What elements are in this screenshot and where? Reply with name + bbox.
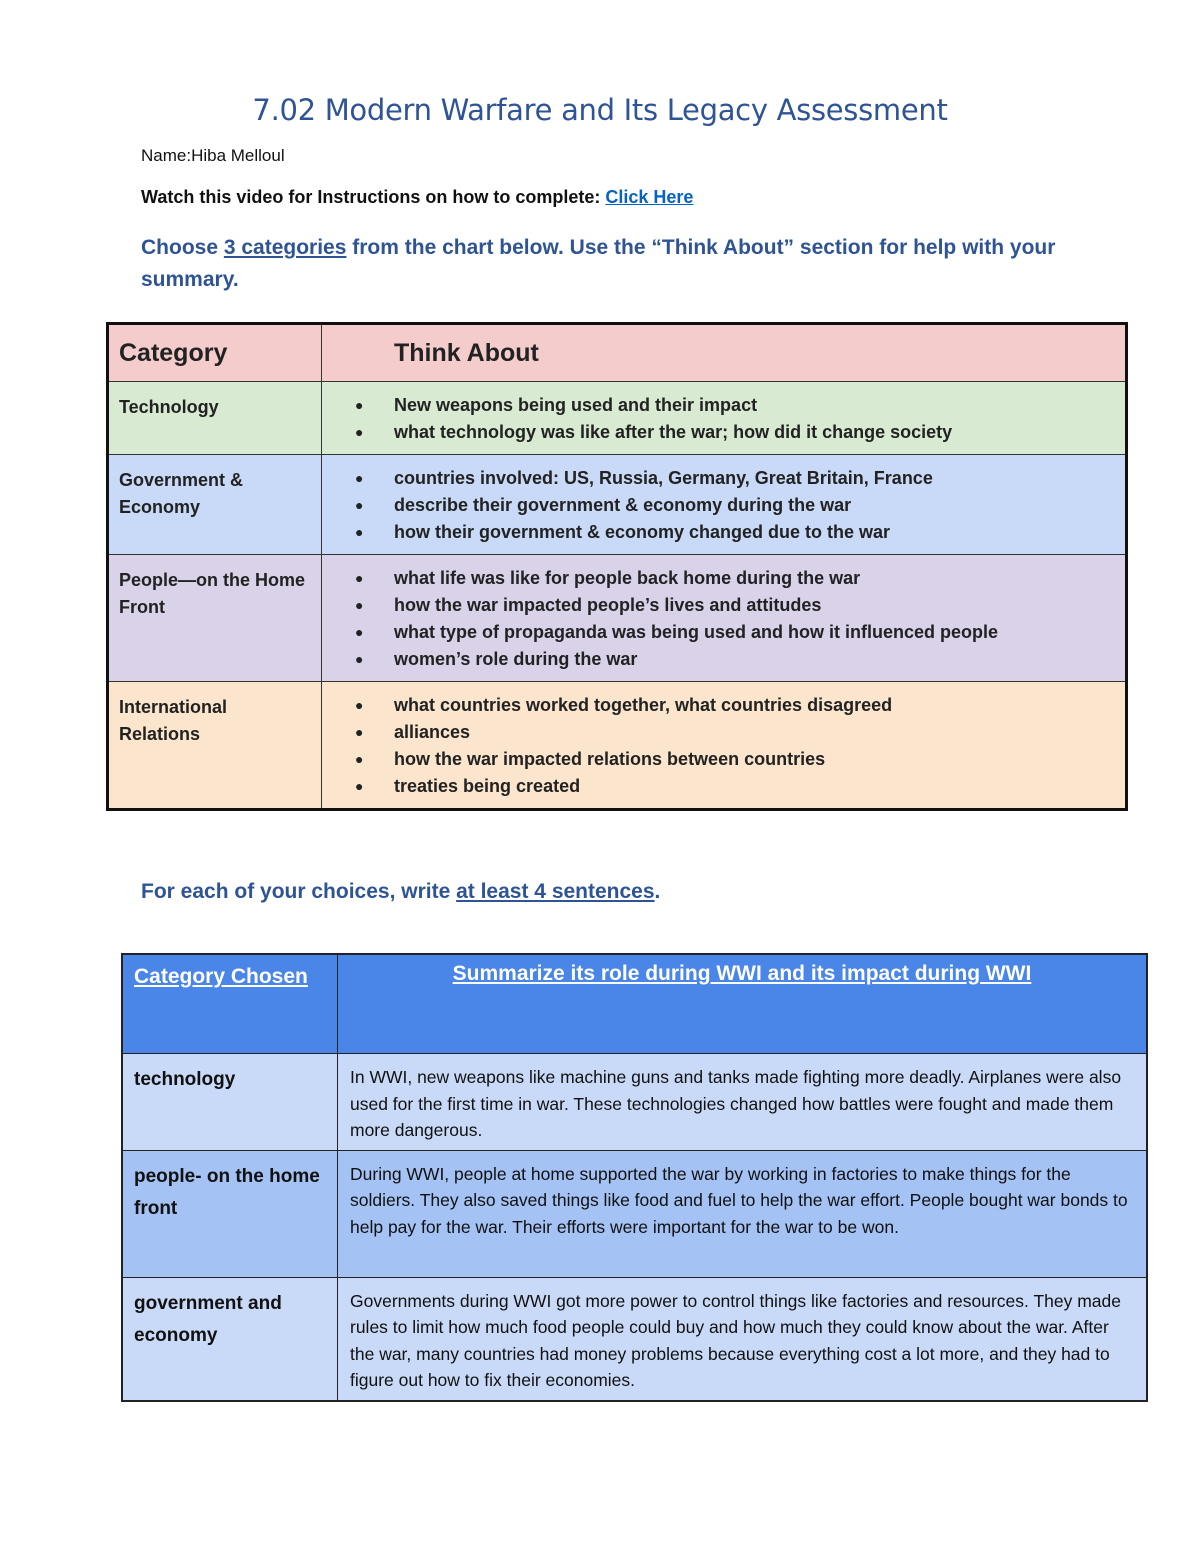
choose-pre: Choose — [141, 236, 224, 259]
summary-row — [122, 1277, 1147, 1401]
think-about-list — [322, 565, 1115, 673]
header-summarize: Summarize its role during WWI and its impact during WWI — [338, 954, 1148, 1054]
header-category: Category — [108, 324, 322, 382]
summary-row — [122, 1150, 1147, 1277]
summary-cell: In WWI, new weapons like machine guns and tanks made fighting more deadly. Airplanes were also used for the first time in war. These technologies changed how battles were fought and made them more dangerous. — [338, 1054, 1148, 1151]
summary-table-header — [122, 954, 1147, 1054]
list-item: ● alliances — [322, 719, 1115, 746]
list-item: ● women’s role during the war — [322, 646, 1115, 673]
category-table — [106, 322, 1128, 811]
list-item: ● what countries worked together, what countries disagreed — [322, 692, 1115, 719]
think-about-cell — [322, 555, 1127, 682]
page-title: 7.02 Modern Warfare and Its Legacy Assessment — [252, 93, 948, 127]
list-item: ● what type of propaganda was being used and how it influenced people — [322, 619, 1115, 646]
chosen-category-cell: government and economy — [122, 1277, 338, 1401]
think-about-cell — [322, 382, 1127, 455]
category-row — [108, 455, 1127, 555]
click-here-link[interactable]: Click Here — [605, 187, 694, 207]
list-item: ● New weapons being used and their impact — [322, 392, 1115, 419]
list-item: ● countries involved: US, Russia, Germany, Great Britain, France — [322, 465, 1115, 492]
think-about-list — [322, 465, 1115, 546]
list-item: ● what technology was like after the war; how did it change society — [322, 419, 1115, 446]
think-about-cell — [322, 455, 1127, 555]
foreach-instruction — [141, 880, 660, 904]
summary-cell: Governments during WWI got more power to control things like factories and resources. They made rules to limit how much food people could buy and how much they could know about the war. After the war, many countries had money problems because everything cost a lot more, and they had to figure out how to fix their economies. — [338, 1277, 1148, 1401]
category-cell: Government & Economy — [108, 455, 322, 555]
think-about-cell — [322, 682, 1127, 810]
list-item: ● how the war impacted people’s lives and attitudes — [322, 592, 1115, 619]
list-item: ● how their government & economy changed due to the war — [322, 519, 1115, 546]
choose-post: from the chart below. Use the “Think About” section for help with your summary. — [141, 236, 1056, 291]
list-item: ● what life was like for people back home during the war — [322, 565, 1115, 592]
category-table-header — [108, 324, 1127, 382]
think-about-list — [322, 692, 1115, 800]
list-item: ● treaties being created — [322, 773, 1115, 800]
foreach-pre: For each of your choices, write — [141, 880, 457, 903]
category-cell: Technology — [108, 382, 322, 455]
category-row — [108, 555, 1127, 682]
summary-row — [122, 1054, 1147, 1151]
chosen-category-cell: people- on the home front — [122, 1150, 338, 1277]
category-cell: People—on the Home Front — [108, 555, 322, 682]
category-cell: International Relations — [108, 682, 322, 810]
foreach-underlined: at least 4 sentences — [456, 880, 655, 903]
list-item: ● how the war impacted relations between countries — [322, 746, 1115, 773]
think-about-list — [322, 392, 1115, 446]
student-name: Name:Hiba Melloul — [141, 146, 285, 165]
instructions-text: Watch this video for Instructions on how to complete: — [141, 187, 606, 207]
choose-underlined: 3 categories — [223, 236, 347, 259]
choose-instruction — [141, 232, 1101, 296]
list-item: ● describe their government & economy during the war — [322, 492, 1115, 519]
header-think-about: Think About — [322, 324, 1127, 382]
chosen-category-cell: technology — [122, 1054, 338, 1151]
summary-table — [121, 953, 1148, 1402]
category-row — [108, 382, 1127, 455]
summary-cell: During WWI, people at home supported the war by working in factories to make things for the soldiers. They also saved things like food and fuel to help the war effort. People bought war bonds to help pay for the war. Their efforts were important for the war to be won. — [338, 1150, 1148, 1277]
header-category-chosen: Category Chosen — [122, 954, 338, 1054]
category-row — [108, 682, 1127, 810]
foreach-post: . — [654, 880, 661, 903]
instructions-line — [141, 187, 693, 208]
